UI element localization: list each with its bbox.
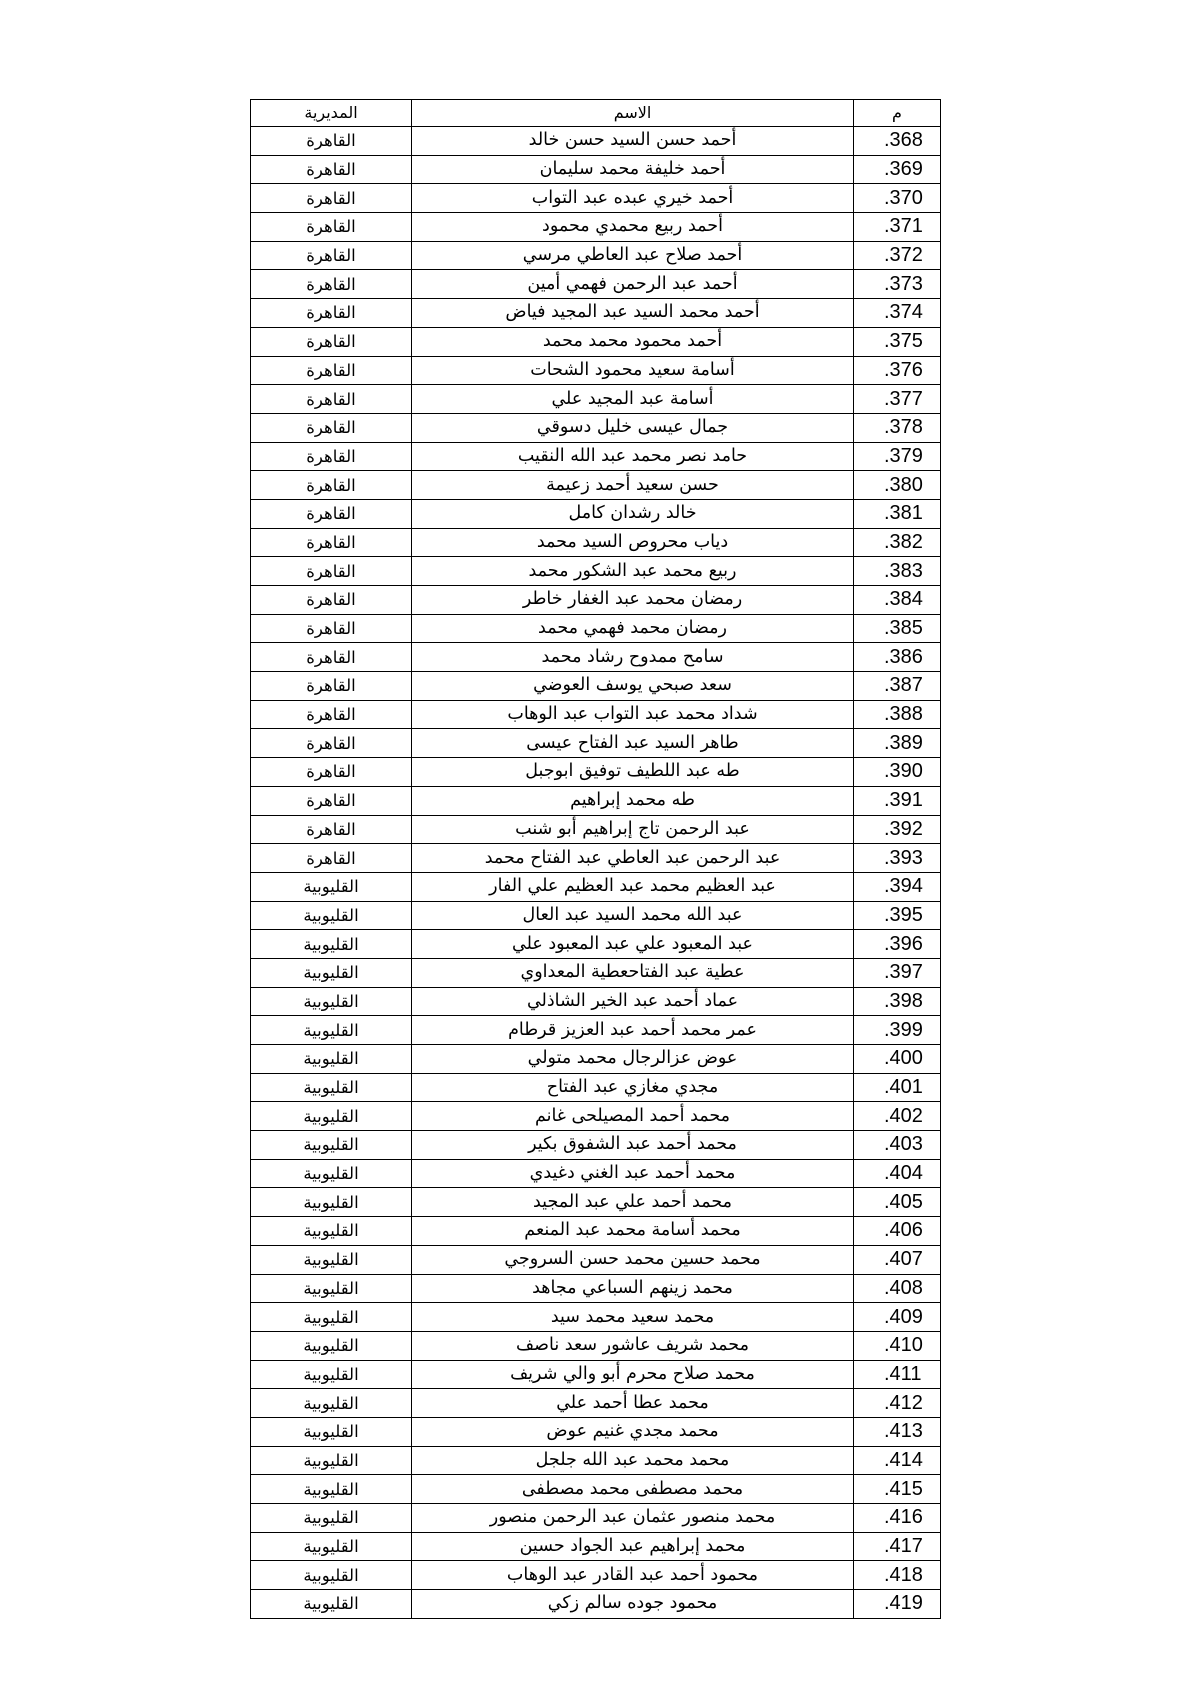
row-number: .391 <box>854 786 941 815</box>
table-row <box>251 1532 941 1561</box>
row-number: .378 <box>854 413 941 442</box>
row-number: .395 <box>854 901 941 930</box>
table-row <box>251 1590 941 1619</box>
table-row <box>251 700 941 729</box>
row-directorate: القليوبية <box>251 1475 412 1504</box>
table-row <box>251 1016 941 1045</box>
row-number: .397 <box>854 958 941 987</box>
row-name: عبد الرحمن عبد العاطي عبد الفتاح محمد <box>412 844 854 873</box>
table-row <box>251 786 941 815</box>
row-number: .376 <box>854 356 941 385</box>
table-row <box>251 1274 941 1303</box>
table-row <box>251 1045 941 1074</box>
table-row <box>251 729 941 758</box>
row-number: .372 <box>854 241 941 270</box>
row-directorate: القاهرة <box>251 729 412 758</box>
table-row <box>251 1131 941 1160</box>
row-number: .373 <box>854 270 941 299</box>
row-number: .418 <box>854 1561 941 1590</box>
row-name: محمد إبراهيم عبد الجواد حسين <box>412 1532 854 1561</box>
row-number: .381 <box>854 499 941 528</box>
table-row <box>251 844 941 873</box>
row-name: محمود جوده سالم زكي <box>412 1590 854 1619</box>
table-row <box>251 155 941 184</box>
table-row <box>251 758 941 787</box>
row-number: .382 <box>854 528 941 557</box>
row-number: .394 <box>854 872 941 901</box>
row-directorate: القاهرة <box>251 327 412 356</box>
table-row <box>251 1389 941 1418</box>
row-directorate: القاهرة <box>251 700 412 729</box>
row-name: عبد الرحمن تاج إبراهيم أبو شنب <box>412 815 854 844</box>
row-number: .385 <box>854 614 941 643</box>
table-row <box>251 1188 941 1217</box>
row-name: محمد أحمد عبد الشفوق بكير <box>412 1131 854 1160</box>
table-row <box>251 1417 941 1446</box>
row-name: عمر محمد أحمد عبد العزيز قرطام <box>412 1016 854 1045</box>
row-directorate: القاهرة <box>251 356 412 385</box>
row-name: عوض عزالرجال محمد متولي <box>412 1045 854 1074</box>
row-number: .406 <box>854 1217 941 1246</box>
row-number: .409 <box>854 1303 941 1332</box>
names-table <box>250 99 941 1619</box>
row-name: أحمد حسن السيد حسن خالد <box>412 127 854 156</box>
row-name: أحمد محمود محمد محمد <box>412 327 854 356</box>
row-name: محمد أحمد علي عبد المجيد <box>412 1188 854 1217</box>
row-number: .414 <box>854 1446 941 1475</box>
table-row <box>251 213 941 242</box>
row-directorate: القليوبية <box>251 1561 412 1590</box>
header-directorate: المديرية <box>251 100 412 127</box>
table-row <box>251 1504 941 1533</box>
row-directorate: القاهرة <box>251 213 412 242</box>
row-name: أحمد محمد السيد عبد المجيد فياض <box>412 299 854 328</box>
row-directorate: القاهرة <box>251 299 412 328</box>
row-number: .388 <box>854 700 941 729</box>
table-row <box>251 184 941 213</box>
row-name: محمد حسين محمد حسن السروجي <box>412 1245 854 1274</box>
row-name: طاهر السيد عبد الفتاح عيسى <box>412 729 854 758</box>
row-directorate: القاهرة <box>251 241 412 270</box>
table-row <box>251 1217 941 1246</box>
table-body <box>251 127 941 1619</box>
row-number: .368 <box>854 127 941 156</box>
row-name: شداد محمد عبد التواب عبد الوهاب <box>412 700 854 729</box>
row-directorate: القليوبية <box>251 1188 412 1217</box>
row-name: أحمد خيري عبده عبد التواب <box>412 184 854 213</box>
row-number: .415 <box>854 1475 941 1504</box>
row-name: محمد أحمد عبد الغني دغيدي <box>412 1159 854 1188</box>
row-number: .417 <box>854 1532 941 1561</box>
table-row <box>251 614 941 643</box>
row-directorate: القليوبية <box>251 1590 412 1619</box>
row-name: حامد نصر محمد عبد الله النقيب <box>412 442 854 471</box>
row-directorate: القليوبية <box>251 1446 412 1475</box>
row-directorate: القليوبية <box>251 958 412 987</box>
row-number: .410 <box>854 1331 941 1360</box>
row-directorate: القليوبية <box>251 872 412 901</box>
table-row <box>251 1245 941 1274</box>
row-directorate: القليوبية <box>251 1217 412 1246</box>
table-row <box>251 327 941 356</box>
row-name: سعد صبحي يوسف العوضي <box>412 672 854 701</box>
table-row <box>251 270 941 299</box>
row-name: خالد رشدان كامل <box>412 499 854 528</box>
row-directorate: القليوبية <box>251 901 412 930</box>
table-row <box>251 643 941 672</box>
row-number: .401 <box>854 1073 941 1102</box>
row-number: .413 <box>854 1417 941 1446</box>
row-directorate: القاهرة <box>251 528 412 557</box>
table-row <box>251 987 941 1016</box>
row-directorate: القليوبية <box>251 1331 412 1360</box>
row-number: .396 <box>854 930 941 959</box>
table-row <box>251 127 941 156</box>
row-number: .390 <box>854 758 941 787</box>
row-number: .386 <box>854 643 941 672</box>
row-name: محمد منصور عثمان عبد الرحمن منصور <box>412 1504 854 1533</box>
row-name: محمد صلاح محرم أبو والي شريف <box>412 1360 854 1389</box>
row-directorate: القليوبية <box>251 930 412 959</box>
row-directorate: القاهرة <box>251 672 412 701</box>
row-number: .399 <box>854 1016 941 1045</box>
row-directorate: القاهرة <box>251 385 412 414</box>
row-number: .383 <box>854 557 941 586</box>
row-directorate: القاهرة <box>251 786 412 815</box>
row-directorate: القليوبية <box>251 1360 412 1389</box>
row-number: .375 <box>854 327 941 356</box>
row-name: محمد زينهم السباعي مجاهد <box>412 1274 854 1303</box>
row-name: سامح ممدوح رشاد محمد <box>412 643 854 672</box>
row-number: .407 <box>854 1245 941 1274</box>
row-directorate: القاهرة <box>251 442 412 471</box>
table-row <box>251 557 941 586</box>
table-row <box>251 1360 941 1389</box>
table-row <box>251 1303 941 1332</box>
row-directorate: القاهرة <box>251 127 412 156</box>
header-row <box>251 100 941 127</box>
row-name: طه محمد إبراهيم <box>412 786 854 815</box>
row-number: .370 <box>854 184 941 213</box>
row-directorate: القاهرة <box>251 499 412 528</box>
row-directorate: القاهرة <box>251 471 412 500</box>
row-directorate: القليوبية <box>251 1102 412 1131</box>
table-row <box>251 930 941 959</box>
table-row <box>251 356 941 385</box>
table-row <box>251 499 941 528</box>
table-row <box>251 442 941 471</box>
row-number: .374 <box>854 299 941 328</box>
row-name: حسن سعيد أحمد زعيمة <box>412 471 854 500</box>
row-number: .405 <box>854 1188 941 1217</box>
row-name: محمد أحمد المصيلحى غانم <box>412 1102 854 1131</box>
row-directorate: القليوبية <box>251 1274 412 1303</box>
table-row <box>251 586 941 615</box>
row-number: .419 <box>854 1590 941 1619</box>
row-directorate: القليوبية <box>251 1417 412 1446</box>
table-row <box>251 872 941 901</box>
table-row <box>251 815 941 844</box>
row-directorate: القاهرة <box>251 557 412 586</box>
header-num: م <box>854 100 941 127</box>
table-row <box>251 241 941 270</box>
table-row <box>251 1159 941 1188</box>
row-name: أحمد صلاح عبد العاطي مرسي <box>412 241 854 270</box>
row-name: أسامة عبد المجيد علي <box>412 385 854 414</box>
row-directorate: القاهرة <box>251 413 412 442</box>
table-row <box>251 385 941 414</box>
table-row <box>251 1561 941 1590</box>
row-directorate: القليوبية <box>251 1303 412 1332</box>
row-number: .411 <box>854 1360 941 1389</box>
row-name: محمود أحمد عبد القادر عبد الوهاب <box>412 1561 854 1590</box>
row-directorate: القليوبية <box>251 1389 412 1418</box>
row-name: محمد سعيد محمد سيد <box>412 1303 854 1332</box>
row-number: .400 <box>854 1045 941 1074</box>
row-name: أحمد عبد الرحمن فهمي أمين <box>412 270 854 299</box>
row-name: طه عبد اللطيف توفيق ابوجبل <box>412 758 854 787</box>
row-name: ربيع محمد عبد الشكور محمد <box>412 557 854 586</box>
header-name: الاسم <box>412 100 854 127</box>
table-row <box>251 299 941 328</box>
row-directorate: القليوبية <box>251 1245 412 1274</box>
row-name: رمضان محمد عبد الغفار خاطر <box>412 586 854 615</box>
row-number: .398 <box>854 987 941 1016</box>
row-name: عماد أحمد عبد الخير الشاذلي <box>412 987 854 1016</box>
row-name: جمال عيسى خليل دسوقي <box>412 413 854 442</box>
table-row <box>251 528 941 557</box>
row-number: .403 <box>854 1131 941 1160</box>
row-name: محمد محمد عبد الله جلجل <box>412 1446 854 1475</box>
row-name: أحمد خليفة محمد سليمان <box>412 155 854 184</box>
row-name: عطية عبد الفتاحعطية المعداوي <box>412 958 854 987</box>
row-directorate: القاهرة <box>251 758 412 787</box>
row-directorate: القاهرة <box>251 643 412 672</box>
row-directorate: القاهرة <box>251 184 412 213</box>
row-name: محمد مجدي غنيم عوض <box>412 1417 854 1446</box>
table-row <box>251 672 941 701</box>
row-name: دياب محروص السيد محمد <box>412 528 854 557</box>
table-row <box>251 1073 941 1102</box>
row-number: .416 <box>854 1504 941 1533</box>
row-number: .377 <box>854 385 941 414</box>
row-directorate: القليوبية <box>251 1159 412 1188</box>
table-row <box>251 1475 941 1504</box>
row-name: عبد المعبود علي عبد المعبود علي <box>412 930 854 959</box>
row-number: .387 <box>854 672 941 701</box>
table-row <box>251 413 941 442</box>
row-number: .392 <box>854 815 941 844</box>
row-directorate: القليوبية <box>251 1045 412 1074</box>
row-name: محمد عطا أحمد علي <box>412 1389 854 1418</box>
row-directorate: القاهرة <box>251 586 412 615</box>
row-name: أسامة سعيد محمود الشحات <box>412 356 854 385</box>
row-name: عبد العظيم محمد عبد العظيم علي الفار <box>412 872 854 901</box>
row-number: .371 <box>854 213 941 242</box>
row-directorate: القاهرة <box>251 270 412 299</box>
row-number: .404 <box>854 1159 941 1188</box>
row-name: رمضان محمد فهمي محمد <box>412 614 854 643</box>
row-number: .389 <box>854 729 941 758</box>
row-directorate: القاهرة <box>251 155 412 184</box>
row-name: محمد شريف عاشور سعد ناصف <box>412 1331 854 1360</box>
row-name: عبد الله محمد السيد عبد العال <box>412 901 854 930</box>
row-directorate: القليوبية <box>251 1073 412 1102</box>
row-number: .393 <box>854 844 941 873</box>
row-directorate: القليوبية <box>251 1532 412 1561</box>
row-directorate: القليوبية <box>251 1131 412 1160</box>
row-directorate: القاهرة <box>251 815 412 844</box>
row-name: مجدي مغازي عبد الفتاح <box>412 1073 854 1102</box>
row-directorate: القاهرة <box>251 614 412 643</box>
row-directorate: القاهرة <box>251 844 412 873</box>
table-row <box>251 901 941 930</box>
row-number: .380 <box>854 471 941 500</box>
row-number: .384 <box>854 586 941 615</box>
row-number: .408 <box>854 1274 941 1303</box>
table-row <box>251 1446 941 1475</box>
table-row <box>251 1331 941 1360</box>
table-row <box>251 1102 941 1131</box>
row-name: محمد مصطفى محمد مصطفى <box>412 1475 854 1504</box>
row-number: .379 <box>854 442 941 471</box>
table-row <box>251 958 941 987</box>
row-name: أحمد ربيع محمدي محمود <box>412 213 854 242</box>
row-number: .412 <box>854 1389 941 1418</box>
table-row <box>251 471 941 500</box>
row-directorate: القليوبية <box>251 1016 412 1045</box>
row-directorate: القليوبية <box>251 987 412 1016</box>
row-number: .369 <box>854 155 941 184</box>
row-number: .402 <box>854 1102 941 1131</box>
row-name: محمد أسامة محمد عبد المنعم <box>412 1217 854 1246</box>
row-directorate: القليوبية <box>251 1504 412 1533</box>
